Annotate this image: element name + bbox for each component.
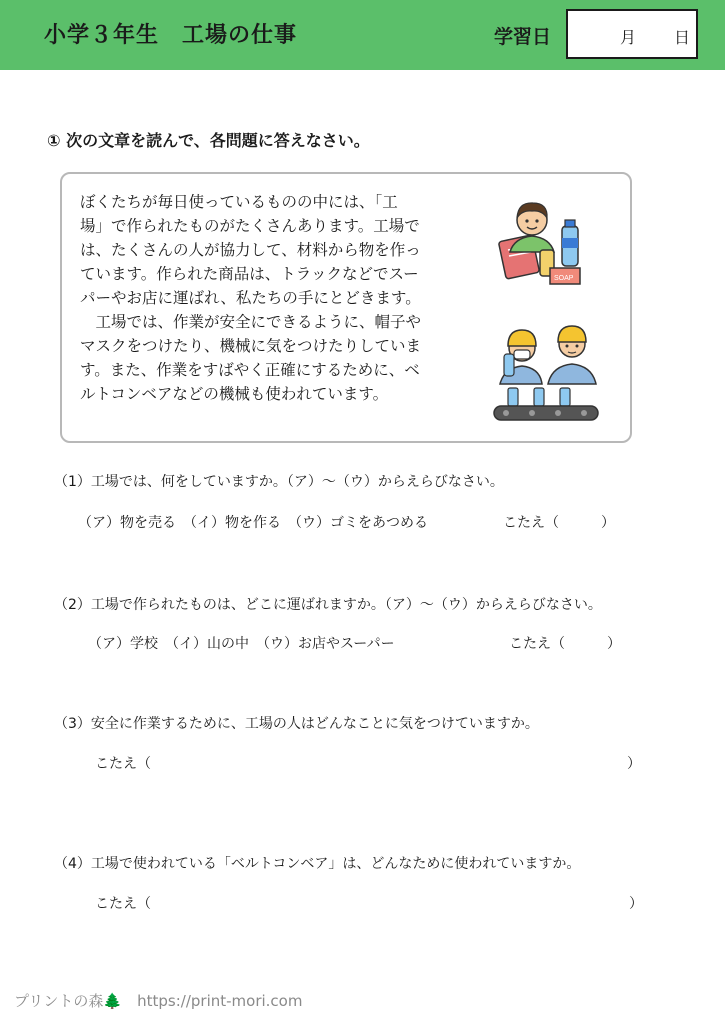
tree-icon: 🌲 xyxy=(103,992,123,1010)
passage-line: パーやお店に運ばれ、私たちの手にとどきます。 xyxy=(80,289,421,307)
answer-open-label: こたえ（ xyxy=(95,896,151,912)
date-label: 学習日 xyxy=(494,26,552,48)
boy-with-products-illustration xyxy=(496,190,588,290)
answer-open-label: こたえ（ xyxy=(95,756,151,772)
passage-line: マスクをつけたり、機械に気をつけたりしていま xyxy=(80,337,422,355)
question-1-answer-field[interactable]: こたえ（ ） xyxy=(503,515,615,531)
date-field[interactable] xyxy=(566,9,698,59)
month-label: 月 xyxy=(620,28,637,47)
instruction-heading: ① 次の文章を読んで、各問題に答えなさい。 xyxy=(47,131,370,150)
header-bar xyxy=(0,0,725,70)
question-3-text: （3）安全に作業するために、工場の人はどんなことに気をつけていますか。 xyxy=(54,716,539,732)
factory-workers-illustration xyxy=(492,312,600,424)
question-1-text: （1）工場では、何をしていますか。（ア）～（ウ）からえらびなさい。 xyxy=(54,474,504,490)
question-4-text: （4）工場で使われている「ベルトコンベア」は、どんなために使われていますか。 xyxy=(54,856,581,872)
day-label: 日 xyxy=(674,28,691,47)
passage-line: 工場では、作業が安全にできるように、帽子や xyxy=(80,313,422,331)
passage-line: ています。作られた商品は、トラックなどでスー xyxy=(80,265,419,283)
question-2-answer-field[interactable]: こたえ（ ） xyxy=(509,636,621,652)
answer-close-paren: ） xyxy=(627,756,641,772)
answer-close-paren: ） xyxy=(629,896,643,912)
passage-line: ルトコンベアなどの機械も使われています。 xyxy=(80,385,389,403)
question-2-text: （2）工場で作られたものは、どこに運ばれますか。（ア）～（ウ）からえらびなさい。 xyxy=(54,597,602,613)
passage-line: 場」で作られたものがたくさんあります。工場で xyxy=(80,217,420,235)
passage-line: は、たくさんの人が協力して、材料から物を作っ xyxy=(80,241,421,259)
question-1-options: （ア）物を売る （イ）物を作る （ウ）ゴミをあつめる xyxy=(78,515,428,531)
passage-line: ぼくたちが毎日使っているものの中には、「工 xyxy=(80,193,398,211)
soap-label: SOAP xyxy=(554,275,574,282)
footer xyxy=(14,990,302,1011)
worksheet-title: 小学３年生 工場の仕事 xyxy=(44,23,298,48)
site-url-link[interactable]: https://print-mori.com xyxy=(137,992,303,1010)
question-2-options: （ア）学校 （イ）山の中 （ウ）お店やスーパー xyxy=(88,636,395,652)
site-name: プリントの森 xyxy=(14,992,104,1010)
passage-line: す。また、作業をすばやく正確にするために、ベ xyxy=(80,361,420,379)
